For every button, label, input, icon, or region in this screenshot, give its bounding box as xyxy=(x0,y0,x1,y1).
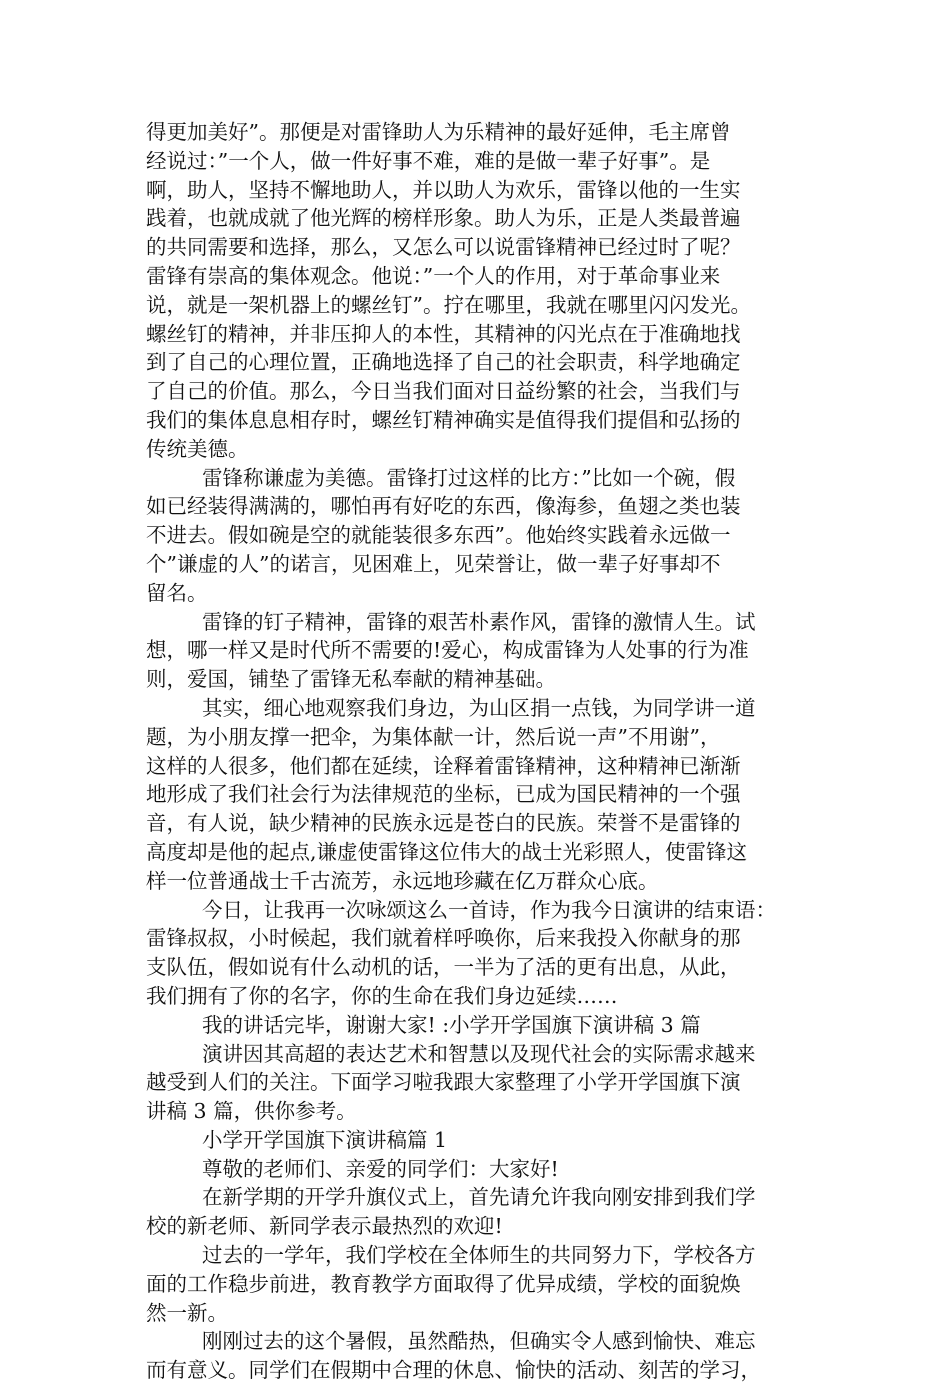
paragraph xyxy=(146,1183,830,1241)
text-line: 雷锋称谦虚为美德。雷锋打过这样的比方：”比如一个碗，假 xyxy=(202,465,736,490)
text-line: 支队伍，假如说有什么动机的话，一半为了活的更有出息，从此， xyxy=(146,955,741,980)
text-line: 校的新老师、新同学表示最热烈的欢迎! xyxy=(146,1214,503,1239)
paragraph xyxy=(146,608,830,694)
text-line: 说，就是一架机器上的螺丝钉”。拧在哪里，我就在哪里闪闪发光。 xyxy=(146,292,751,317)
text-line: 我的讲话完毕，谢谢大家! :小学开学国旗下演讲稿 3 篇 xyxy=(202,1012,701,1037)
text-line: 得更加美好”。那便是对雷锋助人为乐精神的最好延伸，毛主席曾 xyxy=(146,120,731,144)
text-line: 在新学期的开学升旗仪式上，首先请允许我向刚安排到我们学 xyxy=(202,1185,756,1210)
text-line: 越受到人们的关注。下面学习啦我跟大家整理了小学开学国旗下演 xyxy=(146,1070,741,1095)
text-line: 样一位普通战士千古流芳，永远地珍藏在亿万群众心底。 xyxy=(146,868,659,893)
text-line: 我们的集体息息相存时，螺丝钉精神确实是值得我们提倡和弘扬的 xyxy=(146,407,741,432)
text-line: 演讲因其高超的表达艺术和智慧以及现代社会的实际需求越来 xyxy=(202,1041,756,1066)
text-line: 而有意义。同学们在假期中合理的休息、愉快的活动、刻苦的学习， xyxy=(146,1358,761,1383)
text-line: 践着，也就成就了他光辉的榜样形象。助人为乐，正是人类最普遍 xyxy=(146,206,741,231)
text-line: 今日，让我再一次咏颂这么一首诗，作为我今日演讲的结束语： xyxy=(202,897,776,922)
document-page xyxy=(146,118,830,1385)
paragraph xyxy=(146,694,830,896)
text-line: 尊敬的老师们、亲爱的同学们：大家好! xyxy=(202,1156,559,1181)
paragraph xyxy=(146,464,830,608)
text-line: 这样的人很多，他们都在延续，诠释着雷锋精神，这种精神已渐渐 xyxy=(146,753,741,778)
paragraph xyxy=(146,118,830,464)
text-line: 不进去。假如碗是空的就能装很多东西”。他始终实践着永远做一 xyxy=(146,523,731,548)
text-line: 其实，细心地观察我们身边，为山区捐一点钱，为同学讲一道 xyxy=(202,695,756,720)
text-line: 讲稿 3 篇，供你参考。 xyxy=(146,1099,357,1124)
section-heading: 小学开学国旗下演讲稿篇 1 xyxy=(202,1127,448,1152)
paragraph xyxy=(146,1327,830,1385)
text-line: 留名。 xyxy=(146,580,208,605)
text-line: 啊，助人，坚持不懈地助人，并以助人为欢乐，雷锋以他的一生实 xyxy=(146,177,741,202)
text-line: 了自己的价值。那么，今日当我们面对日益纷繁的社会，当我们与 xyxy=(146,379,741,404)
text-line: 雷锋叔叔，小时候起，我们就着样呼唤你，后来我投入你献身的那 xyxy=(146,926,741,951)
text-line: 过去的一学年，我们学校在全体师生的共同努力下，学校各方 xyxy=(202,1243,756,1268)
paragraph xyxy=(146,1126,830,1155)
text-line: 螺丝钉的精神，并非压抑人的本性，其精神的闪光点在于准确地找 xyxy=(146,321,741,346)
paragraph xyxy=(146,1040,830,1126)
text-line: 刚刚过去的这个暑假，虽然酷热，但确实令人感到愉快、难忘 xyxy=(202,1329,756,1354)
text-line: 如已经装得满满的，哪怕再有好吃的东西，像海参，鱼翅之类也装 xyxy=(146,494,741,519)
text-line: 的共同需要和选择，那么，又怎么可以说雷锋精神已经过时了呢？ xyxy=(146,235,741,260)
text-line: 音，有人说，缺少精神的民族永远是苍白的民族。荣誉不是雷锋的 xyxy=(146,811,741,836)
text-line: 经说过：”一个人，做一件好事不难，难的是做一辈子好事”。是 xyxy=(146,148,711,173)
text-line: 题，为小朋友撑一把伞，为集体献一计，然后说一声”不用谢”， xyxy=(146,724,721,749)
paragraph xyxy=(146,1155,830,1184)
text-line: 则，爱国，铺垫了雷锋无私奉献的精神基础。 xyxy=(146,667,556,692)
text-line: 个”谦虚的人”的诺言，见困难上，见荣誉让，做一辈子好事却不 xyxy=(146,551,721,576)
text-line: 到了自己的心理位置，正确地选择了自己的社会职责，科学地确定 xyxy=(146,350,741,375)
text-line: 我们拥有了你的名字，你的生命在我们身边延续…… xyxy=(146,983,618,1008)
text-line: 然一新。 xyxy=(146,1300,228,1325)
paragraph xyxy=(146,896,830,1011)
text-line: 传统美德。 xyxy=(146,436,249,461)
text-line: 地形成了我们社会行为法律规范的坐标，已成为国民精神的一个强 xyxy=(146,782,741,807)
text-line: 面的工作稳步前进，教育教学方面取得了优异成绩，学校的面貌焕 xyxy=(146,1271,741,1296)
text-line: 想，哪一样又是时代所不需要的!爱心，构成雷锋为人处事的行为准 xyxy=(146,638,749,663)
paragraph xyxy=(146,1241,830,1327)
text-line: 雷锋的钉子精神，雷锋的艰苦朴素作风，雷锋的激情人生。试 xyxy=(202,609,756,634)
text-line: 雷锋有崇高的集体观念。他说：”一个人的作用，对于革命事业来 xyxy=(146,263,721,288)
paragraph xyxy=(146,1011,830,1040)
text-line: 高度却是他的起点,谦虚使雷锋这位伟大的战士光彩照人，使雷锋这 xyxy=(146,839,748,864)
